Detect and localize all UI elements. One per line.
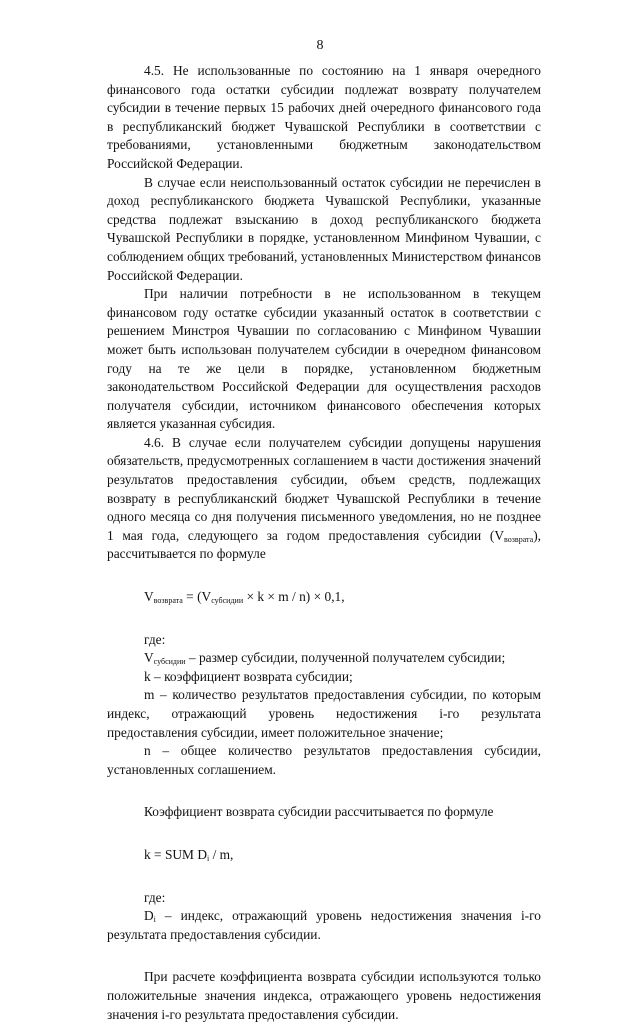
paragraph-4-6 [107,434,541,564]
final-paragraph: При расчете коэффициента возврата субсидии используются только положительные значения индекса, отражающего уровень недостижения значения i-го результата предоставления субсидии. [107,969,541,1022]
formula-refund-sub2: субсидии [211,596,244,606]
formula-coefficient-sub: i [206,853,210,863]
where-label-1: где: [144,631,166,647]
where-item-v: V [144,650,154,666]
paragraph-balance-usage: При наличии потребности в не использованном в текущем финансовом году остатке субсидии указанный остаток в соответствии с решением Минстроя Чувашии по согласованию с Минфином Чувашии может быть использован получателем субсидии в очередном финансовом году на те же цели в порядке, установленном бюджетным законодательством Российской Федерации для осуществления расходов получателя субсидии, источником финансового обеспечения которых является указанная субсидия. [107,286,541,432]
paragraph-4-6-subscript: возврата [504,534,534,544]
where-item-v-text: – размер субсидии, полученной получателем субсидии; [185,650,506,666]
page-number: 8 [316,38,324,53]
formula-coefficient [107,846,541,865]
where-item-d-letter: D [144,908,154,924]
formula-coefficient-text: k = SUM D [144,846,207,862]
where-item-d [107,907,541,944]
where-item-d-sub: i [153,915,156,925]
where-label-2: где: [144,889,166,905]
formula-coefficient-rest: / m, [209,846,234,862]
formula-refund-v: V [144,589,154,605]
coefficient-heading: Коэффициент возврата субсидии рассчитывается по формуле [144,804,494,820]
document-body [107,62,541,1024]
where-item-d-text: – индекс, отражающий уровень недостижения значения i-го результата предоставления субсидии. [107,908,541,942]
paragraph-unused-balance: В случае если неиспользованный остаток субсидии не перечислен в доход республиканского бюджета Чувашской Республики, указанные средства подлежат взысканию в доход республиканского бюджета Чувашской Республики в порядке, установленном Минфином Чувашии, с соблюдением общих требований, установленных Министерством финансов Российской Федерации. [107,174,541,283]
paragraph-4-6-end: ), рассчитывается по формуле [107,527,541,562]
paragraph-4-5: 4.5. Не использованные по состоянию на 1 января очередного финансового года остатки субсидии подлежат возврату получателем субсидии в течение первых 15 рабочих дней очередного финансового года в республиканский бюджет Чувашской Республики в соответствии с требованиями, установленными бюджетным законодательством Российской Федерации. [107,63,541,171]
where-item-n: n – общее количество результатов предоставления субсидии, установленных соглашением. [107,743,541,777]
paragraph-4-6-text: 4.6. В случае если получателем субсидии допущены нарушения обязательств, предусмотренных соглашением в части достижения значений результатов предоставления субсидии, объем средств, подлежащих возврату в республиканский бюджет Чувашской Республики в течение одного месяца со дня получения письменного уведомления, но не позднее 1 мая года, следующего за годом предоставления субсидии (V [107,434,541,543]
where-item-v-sub: субсидии [153,657,186,667]
where-item-v-subsidy [107,649,541,668]
formula-refund [107,588,541,607]
formula-refund-sub1: возврата [153,596,183,606]
where-item-k: k – коэффициент возврата субсидии; [144,668,353,684]
where-item-m: m – количество результатов предоставления субсидии, по которым индекс, отражающий уровень недостижения i-го результата предоставления субсидии, имеет положительное значение; [107,687,541,740]
formula-refund-rest: × k × m / n) × 0,1, [243,589,345,605]
formula-refund-mid: = (V [182,589,212,605]
